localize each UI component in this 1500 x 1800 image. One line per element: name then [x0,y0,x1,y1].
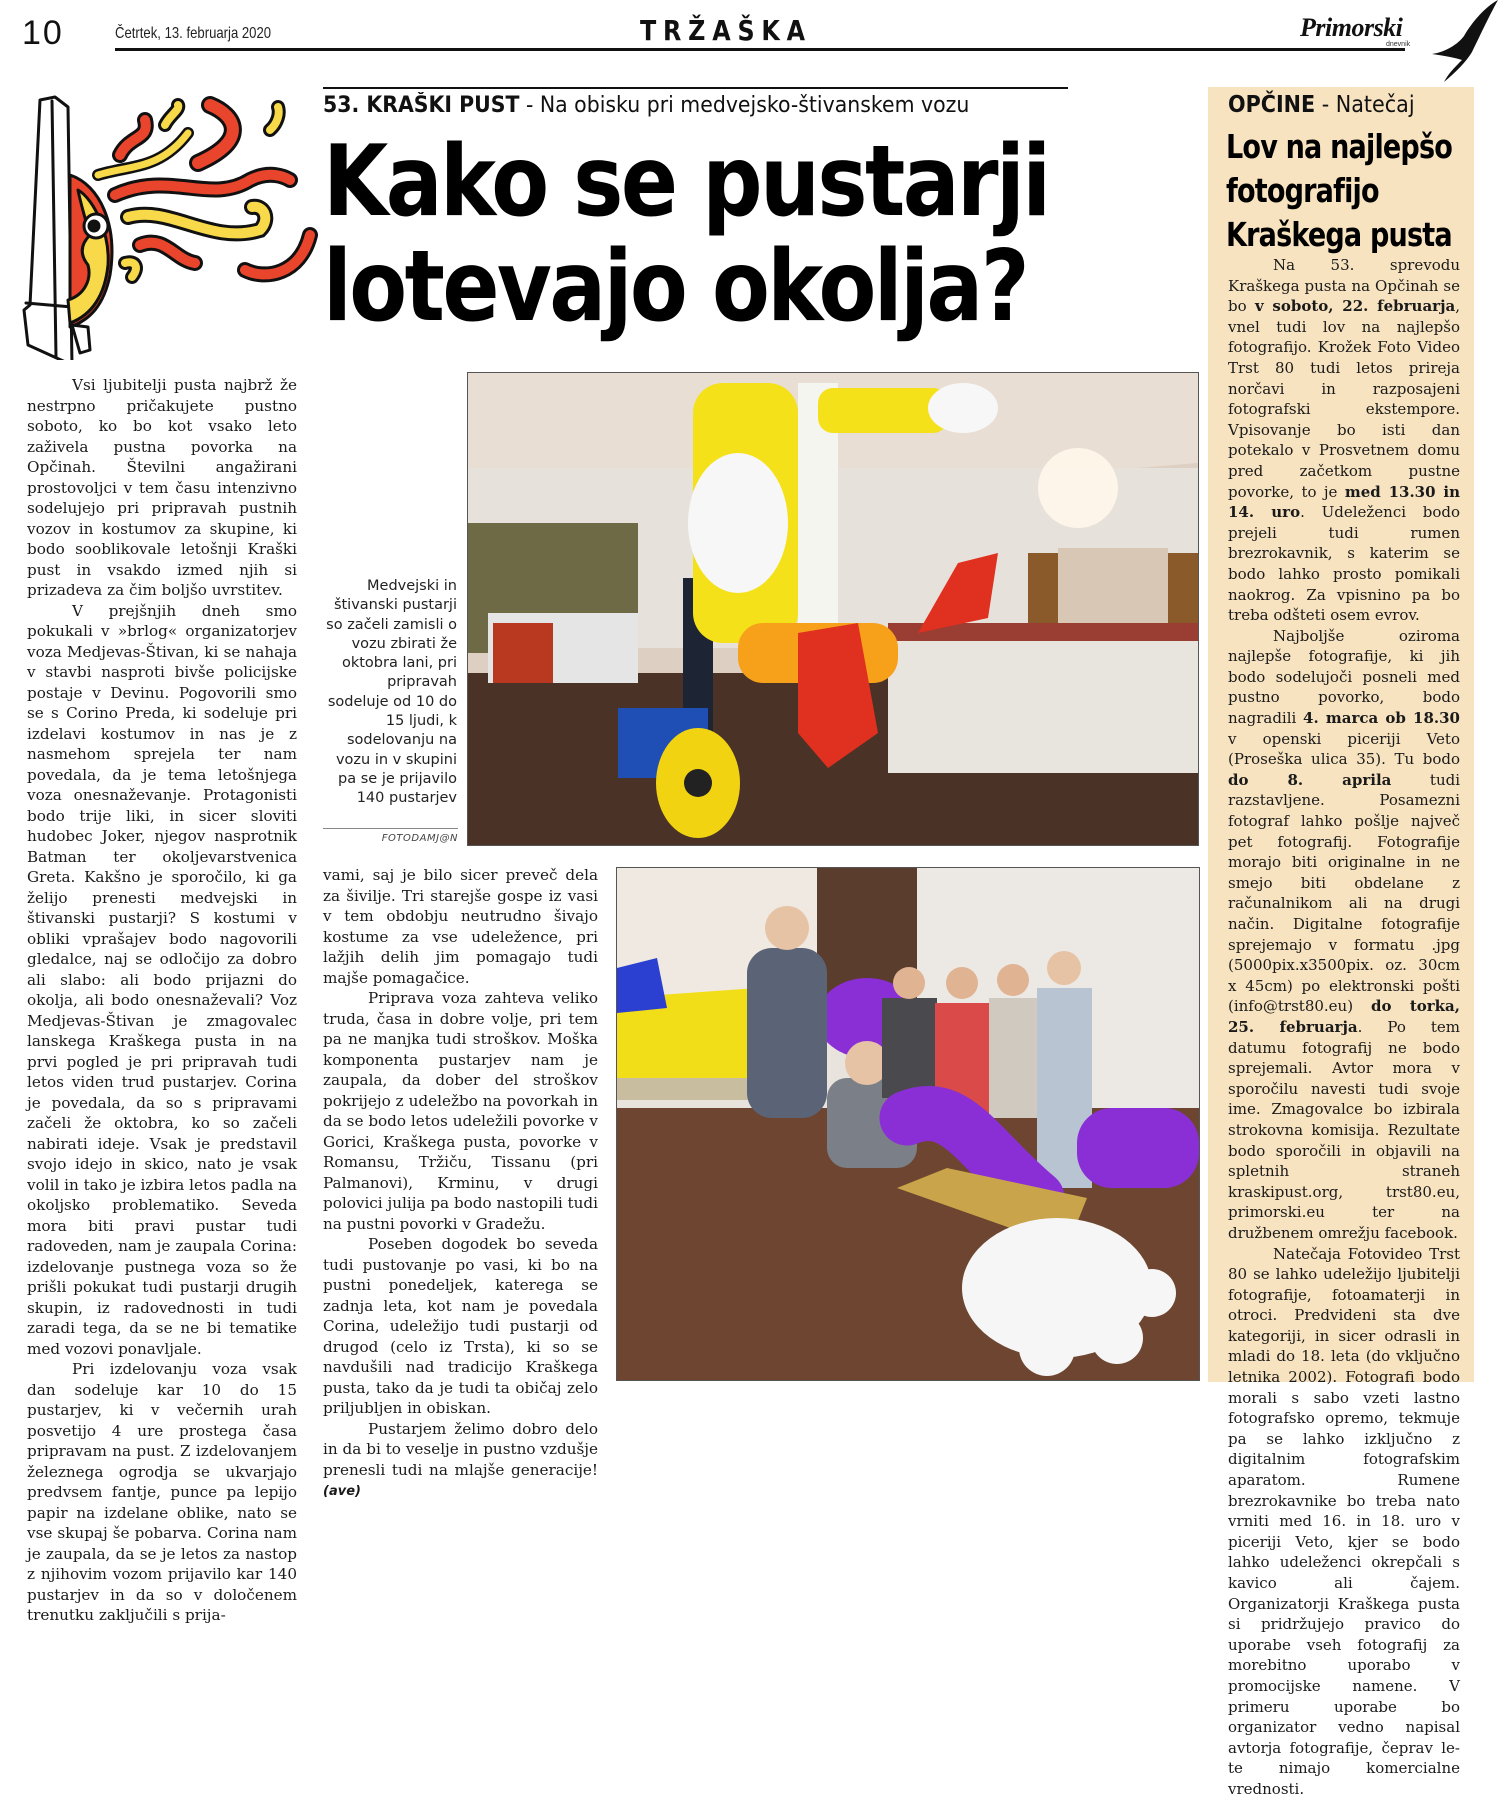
kicker-subtitle: - Na obisku pri medvejsko-štivanskem vozu [519,93,970,118]
paragraph [1228,255,1460,626]
paragraph: Poseben dogodek bo seveda tudi pustovanje po vasi, ki bo na pustni ponedeljek, katerega se zadnja leta, kot nam je povedala Corina, udeležijo tudi pustarji od drugod (celo iz Trsta), ki so se navdušili nad tradicijo Kraškega pusta, tako da je tudi ta običaj zelo priljubljen in obiskan. [323,1235,598,1417]
article-kicker [323,93,969,118]
sidebar-kicker-label: OPČINE [1228,92,1316,118]
page-number: 10 [22,14,64,52]
emphasis-text: do torka, 25. februarja [1228,997,1460,1036]
section-title: TRŽAŠKA [640,14,812,47]
article-headline [323,125,1097,344]
paragraph: vami, saj je bilo sicer preveč dela za šivilje. Tri starejše gospe iz vasi v tem obdobju neutrudno šivajo kostume za vse udeležence, pri lažjih delih jim pomagajo tudi majše pomagačice. [323,866,598,987]
paragraph: V prejšnjih dneh smo pokukali v »brlog« organizatorjev voza Medjevas-Štivan, ki se nahaja v stavbi nasproti bivše policijske postaje v Devinu. Pogovorili smo se s Corino Preda, ki sodeluje pri izdelavi kostumov in nas je z nasmehom sprejela ter nam povedala, da je tema letošnjega voza onesnaževanje. Protagonisti bodo trije liki, in sicer sloviti hudobec Joker, njegov nasprotnik Batman ter okoljevarstvenica Greta. Kakšno je sporočilo, ki ga želijo prenesti medvejski in štivanski pustarji? S kostumi v obliki vprašajev bodo nagovorili gledalce, naj se odločijo za dobro ali slabo: ali bodo prijazni do okolja, ali bodo onesnaževali? Voz Medjevas-Štivan je zmagovalec lanskega Kraškega pusta in na prvi pogled je pri pripravah tudi letos viden trud pustarjev. Corina je povedala, da so s pripravami začeli že oktobra, ko so začeli nabirati ideje. Vsak je predstavil svojo idejo in skico, nato je vsak volil in tako je izbira letos padla na okoljsko problematiko. Seveda mora biti pravi pustar tudi radoveden, nam je zaupala Corina: izdelovanje pustnega voza so že prišli pokukat tudi pustarji drugih skupin, iz radovednosti in tudi zaradi tega, da se ne bi tematike med vozovi ponavljale. [27,601,297,1358]
paragraph: Priprava voza zahteva veliko truda, časa in dobre volje, pri tem pa ne manjka tudi stroškov. Moška komponenta pustarjev nam je zaupala, da dober del stroškov pokrijejo z udeležbo na povorkah in da se bodo letos udeležili povorke v Gorici, Kraškega pusta, povorke v Romansu, Tržiču, Tissanu (pri Palmanovi), Krminu, v drugi polovici julija pa bodo nastopili tudi na pustni povorki v Gradežu. [323,989,598,1233]
caption-rule [323,828,458,829]
text-run: , vnel tudi lov na najlepšo fotografijo. Krožek Foto Video Trst 80 tudi letos prireja norčavi in razposajeni fotografski ekstempore. Vpisovanje bo isti dan potekalo v Prosvetnem domu pred začetkom pustne povorke, to je [1228,297,1461,501]
kicker-label: 53. KRAŠKI PUST [323,93,520,118]
carnival-mask-illustration [10,95,320,360]
text-run: . Udeleženci bodo prejeli tudi rumen brezrokavnik, s katerim se bodo lahko prosto pomikali naokrog. Za vpisnino pa bo treba odšteti osem evrov. [1228,503,1460,625]
issue-date: Četrtek, 13. februarja 2020 [115,25,272,42]
photo-float-figure-image [468,373,1198,845]
sidebar-kicker [1228,92,1415,118]
text-run: v openski piceriji Veto (Proseška ulica 35). Tu bodo [1228,729,1460,769]
sidebar-headline: Lov na najlepšo fotografijo Kraškega pusta [1226,127,1453,254]
emphasis-text: 4. marca ob 18.30 [1303,709,1460,728]
paragraph [1228,1244,1460,1800]
brand-logo-text[interactable]: Primorski [1300,13,1403,42]
article-body-left [27,375,297,1626]
article-rule [323,87,1068,89]
masthead-rule [115,48,1405,51]
sidebar-body [1228,255,1460,1800]
text-run: Natečaja Fotovideo Trst 80 se lahko udeležijo ljubitelji fotografije, fotoamaterji in otroci. Predvideni sta dve kategoriji, in sicer odrasli in mladi do 18. leta (do vključno letnika 2002). Fotografi bodo morali s sabo vzeti lastno fotografsko opremo, tekmuje pa se lahko izključno z digitalnim fotografskim aparatom. Rumene brezrokavnike bo treba nato vrniti med 16. in 18. uro v piceriji Veto, kjer se bodo lahko udeleženci okrepčali s kavico ali čajem. Organizatorji Kraškega pusta si pridržujejo pravico do uporabe vseh fotografij za morebitno uporabo v promocijske namene. V primeru uporabe bo organizator vedno napisal avtorja fotografije, čeprav le-te nimajo komercialne vrednosti. [1228,1244,1460,1798]
sidebar-kicker-subtitle: - Natečaj [1315,92,1415,118]
paragraph [1228,626,1460,1244]
emphasis-text: do 8. aprila [1228,770,1392,789]
photo-group-builders-image [617,868,1199,1380]
photo-group-builders[interactable] [616,867,1200,1381]
photo-caption: Medvejski in štivanski pustarji so začeli zamisli o vozu zbirati že oktobra lani, pri pripravah sodeluje od 10 do 15 ljudi, k sodelovanju na vozu in v skupini pa se je prijavilo 140 pustarjev [326,578,457,807]
seagull-logo-icon [1406,0,1500,82]
paragraph: Vsi ljubitelji pusta najbrž že nestrpno pričakujete pustno soboto, ko bo kot vsako leto zaživela pustna povorka na Opčinah. Številni angažirani prostovoljci v tem času intenzivno sodelujejo pri pripravah pustnih vozov in kostumov za skupine, ki bodo sooblikovale letošnji Kraški pust in vsakdo izmed njih si prizadeva za čim boljšo uvrstitev. [27,376,297,599]
text-run: Najboljše oziroma najlepše fotografije, ki jih bodo sodelujoči posneli med pustno povorko, bodo nagradili [1228,626,1460,728]
emphasis-text: v soboto, 22. februarja [1254,297,1456,316]
author-byline: (ave) [323,1484,361,1499]
paragraph: Pri izdelovanju voza vsak dan sodeluje kar 10 do 15 pustarjev, ki v večernih urah posvetijo 4 ure prostega časa pripravam na pust. Z izdelovanjem železnega ogrodja se ukvarjajo predvsem fantje, punce pa lepijo papir na izdelane oblike, nato se vse skupaj še pobarva. Corina nam je zaupala, da se je letos za nastop z njihovim vozom prijavilo kar 140 pustarjev in da so v določenem trenutku zaključili s prija- [27,1360,297,1624]
photo-float-figure[interactable] [467,372,1199,846]
text-run: Na 53. sprevodu Kraškega pusta na Opčinah se bo [1228,256,1460,316]
text-run: tudi razstavljene. Posamezni fotograf lahko pošlje največ pet fotografij. Fotografije morajo biti originalne in ne smejo biti obdelane z računalnikom ali na drugi način. Digitalne fotografije sprejemajo v formatu .jpg (5000pix.x3500pix. oz. 30cm x 45cm) po elektronski pošti (info@trst80.eu) [1228,770,1461,1016]
emphasis-text: med 13.30 in 14. uro [1228,482,1461,522]
article-body-middle [323,865,598,1503]
text-run: . Po tem datumu fotografij ne bodo sprejemali. Avtor mora v sporočilu navesti tudi svoje ime. Zmagovalce bo izbirala strokovna komisija. Rezultate bodo sporočili in objavili na spletnih straneh kraskipust.org, trst80.eu, primorski.eu ter na družbenem omrežju facebook. [1228,1017,1460,1242]
paragraph [323,1419,598,1503]
headline-line-2: lotevajo okolja? [323,230,1028,344]
closing-sentence: Pustarjem želimo dobro delo in da bi to veselje in pustno vzdušje prenesli tudi na mlajše generacije! [323,1419,598,1479]
brand-subtitle: dnevnik [1386,41,1411,48]
photo-credit: FOTODAMJ@N [381,833,458,844]
headline-line-1: Kako se pustarji [323,125,1049,239]
